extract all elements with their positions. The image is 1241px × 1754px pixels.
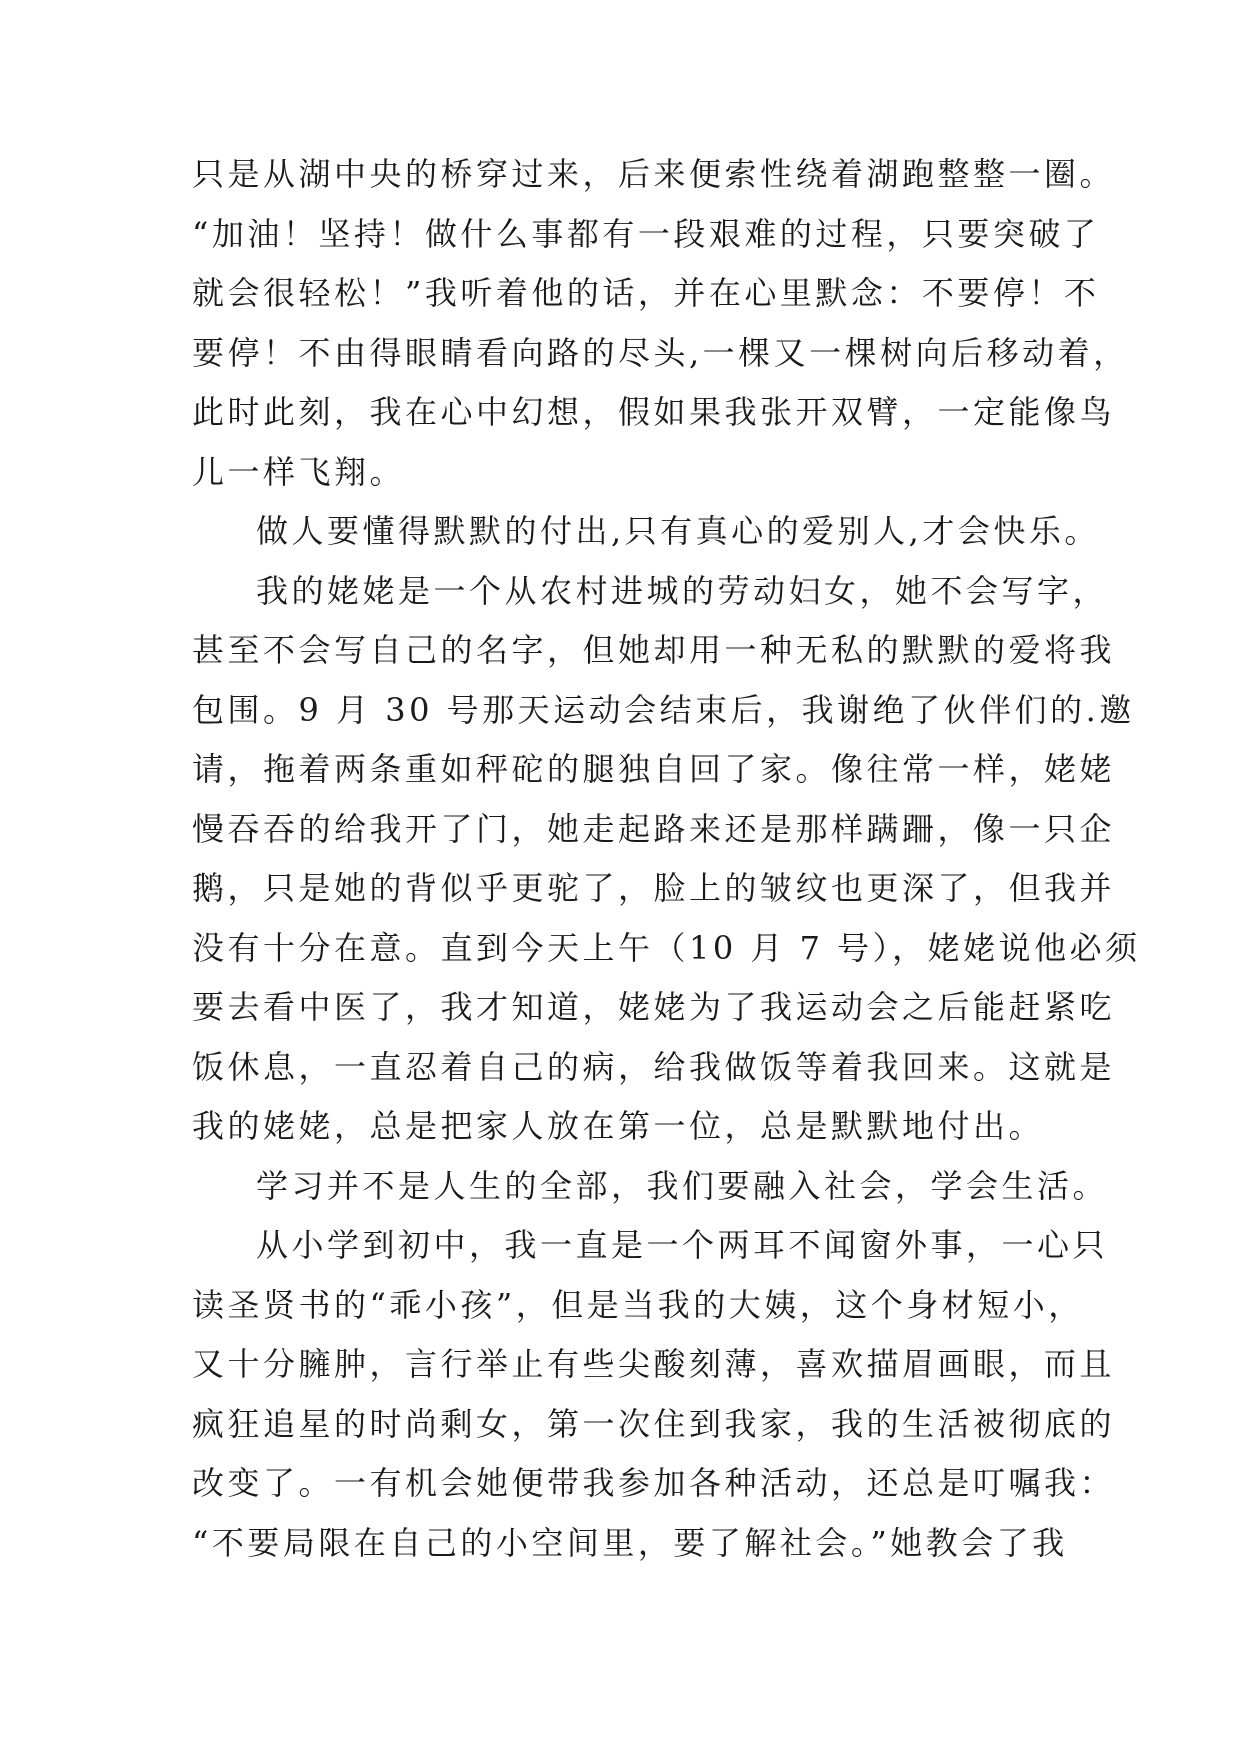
text-line: 要去看中医了，我才知道，姥姥为了我运动会之后能赶紧吃	[192, 988, 1116, 1026]
text-line: 鹅，只是她的背似乎更驼了，脸上的皱纹也更深了，但我并	[192, 869, 1116, 907]
paragraph-first-line: 我的姥姥是一个从农村进城的劳动妇女，她不会写字，	[256, 571, 1109, 610]
text-line: 我的姥姥，总是把家人放在第一位，总是默默地付出。	[192, 1107, 1045, 1145]
text-line: 没有十分在意。直到今天上午（10 月 7 号），姥姥说他必须	[192, 928, 1141, 967]
text-line: “不要局限在自己的小空间里，要了解社会。”她教会了我	[192, 1523, 1068, 1562]
text-line: 儿一样飞翔。	[192, 452, 406, 491]
text-line: 慢吞吞的给我开了门，她走起路来还是那样蹒跚，像一只企	[192, 809, 1116, 848]
text-line: 读圣贤书的“乖小孩”，但是当我的大姨，这个身材短小，	[192, 1285, 1084, 1324]
body-text	[192, 145, 1141, 1573]
text-line: 请，拖着两条重如秤砣的腿独自回了家。像往常一样，姥姥	[192, 750, 1116, 788]
text-line: 只是从湖中央的桥穿过来，后来便索性绕着湖跑整整一圈。	[192, 155, 1116, 193]
paragraph-first-line: 从小学到初中，我一直是一个两耳不闻窗外事，一心只	[256, 1226, 1109, 1264]
text-line: 包围。9 月 30 号那天运动会结束后，我谢绝了伙伴们的.邀	[192, 690, 1135, 729]
text-line: 就会很轻松！”我听着他的话，并在心里默念：不要停！不	[192, 274, 1100, 312]
text-line: 此时此刻，我在心中幻想，假如果我张开双臂，一定能像鸟	[192, 393, 1116, 431]
text-line: 又十分臃肿，言行举止有些尖酸刻薄，喜欢描眉画眼，而且	[192, 1345, 1116, 1383]
text-line: 要停！不由得眼睛看向路的尽头,一棵又一棵树向后移动着，	[192, 333, 1129, 372]
text-line: “加油！坚持！做什么事都有一段艰难的过程，只要突破了	[192, 214, 1100, 253]
text-line: 甚至不会写自己的名字，但她却用一种无私的默默的爱将我	[192, 631, 1116, 669]
text-line: 饭休息，一直忍着自己的病，给我做饭等着我回来。这就是	[192, 1047, 1116, 1086]
text-line: 疯狂追星的时尚剩女，第一次住到我家，我的生活被彻底的	[192, 1404, 1116, 1443]
text-line: 改变了。一有机会她便带我参加各种活动，还总是叮嘱我：	[192, 1464, 1116, 1502]
paragraph-first-line: 做人要懂得默默的付出,只有真心的爱别人,才会快乐。	[256, 512, 1100, 550]
paragraph-first-line: 学习并不是人生的全部，我们要融入社会，学会生活。	[256, 1166, 1109, 1205]
